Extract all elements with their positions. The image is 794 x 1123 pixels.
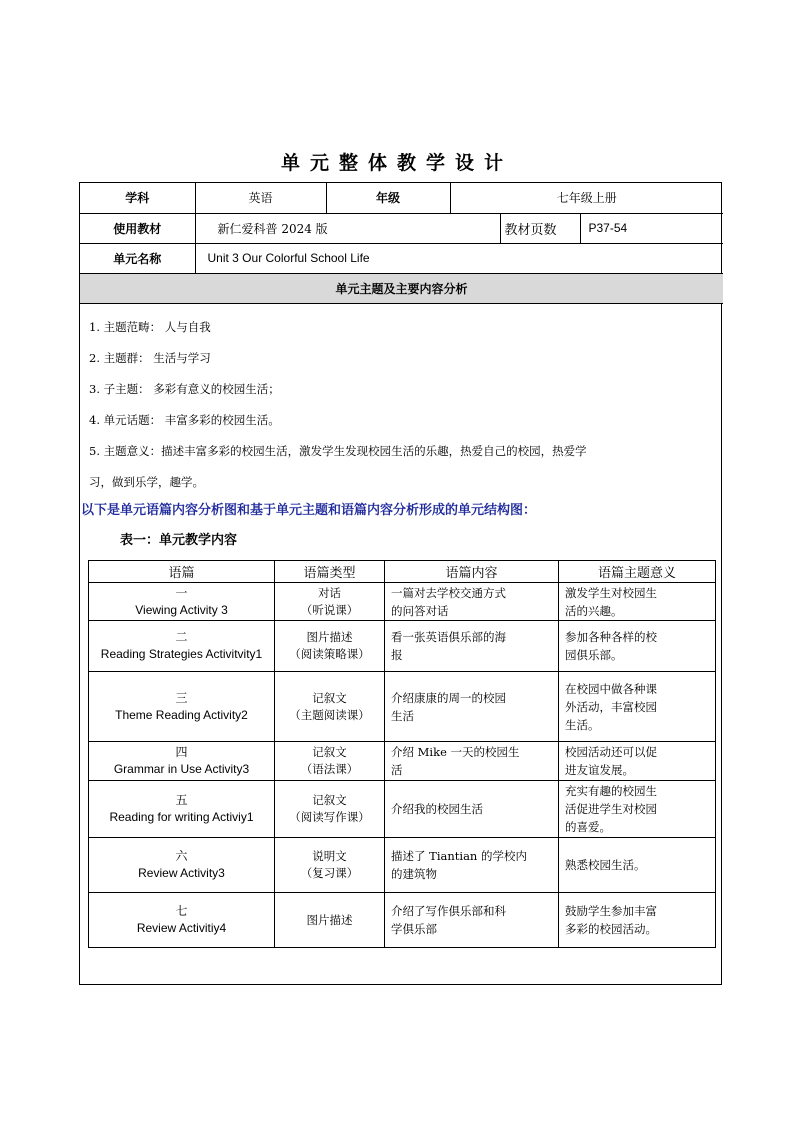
table-row	[89, 672, 716, 742]
passage-type: 记叙文	[312, 690, 347, 705]
content-line: 活	[391, 763, 403, 777]
passage-type: 记叙文	[312, 745, 347, 759]
meaning-line: 进友谊发展。	[565, 763, 634, 777]
content-line: 报	[391, 648, 403, 662]
passage-cell	[89, 781, 275, 838]
passage-name: Grammar in Use Activity3	[113, 762, 250, 776]
passage-name: Reading for writing Activiy1	[109, 810, 254, 824]
lesson-type: （复习课）	[300, 866, 359, 880]
passage-number: 二	[175, 630, 188, 644]
content-line: 介绍 Mike 一天的校园生	[391, 745, 520, 759]
design-form	[79, 182, 722, 985]
pages-label: 教材页数	[500, 213, 580, 243]
content-cell	[385, 672, 559, 742]
point-item: 3. 子主题： 多彩有意义的校园生活；	[89, 381, 280, 396]
type-cell	[275, 742, 385, 781]
subject-label: 学科	[80, 183, 195, 213]
table1-title: 表一：单元教学内容	[120, 532, 238, 548]
passage-number: 一	[175, 585, 188, 600]
content-line: 的问答对话	[391, 603, 449, 618]
type-cell	[275, 781, 385, 838]
meaning-cell	[559, 621, 716, 672]
meaning-line: 外活动，丰富校园	[565, 699, 657, 714]
content-line: 介绍我的校园生活	[391, 802, 483, 816]
meaning-line: 校园活动还可以促	[565, 745, 657, 759]
textbook-value: 新仁爱科普 2024 版	[195, 213, 500, 243]
table-row	[89, 781, 716, 838]
passage-name: Review Activitiy4	[136, 921, 227, 935]
passage-name: Review Activity3	[138, 866, 225, 880]
passage-name: Reading Strategies Activitvity1	[100, 647, 263, 661]
passage-type: 说明文	[312, 849, 347, 863]
point-item: 习，做到乐学，趣学。	[89, 474, 204, 489]
content-line: 介绍了写作俱乐部和科	[391, 904, 506, 918]
passage-type: 记叙文	[312, 793, 347, 807]
point-item: 1. 主题范畴： 人与自我	[89, 319, 211, 334]
table-row	[89, 621, 716, 672]
point-item: 2. 主题群： 生活与学习	[89, 350, 211, 365]
content-cell	[385, 621, 559, 672]
header-cell: 语篇内容	[385, 561, 559, 583]
passage-name: Theme Reading Activity2	[115, 707, 248, 722]
meaning-line: 活的兴趣。	[565, 603, 623, 618]
content-cell	[385, 893, 559, 948]
passage-number: 七	[175, 904, 188, 918]
meaning-line: 园俱乐部。	[565, 648, 623, 662]
meaning-line: 多彩的校园活动。	[565, 922, 657, 936]
type-cell	[275, 672, 385, 742]
lesson-type: （听说课）	[300, 602, 359, 617]
grade-value: 七年级上册	[450, 183, 723, 213]
intro-text: 以下是单元语篇内容分析图和基于单元主题和语篇内容分析形成的单元结构图：	[81, 502, 537, 518]
meaning-cell	[559, 583, 716, 621]
grade-label: 年级	[326, 183, 450, 213]
info-row-textbook	[80, 213, 723, 243]
meaning-cell	[559, 672, 716, 742]
passage-type: 对话	[318, 585, 341, 600]
header-cell: 语篇	[89, 561, 275, 583]
section-heading-row	[80, 273, 723, 303]
content-line: 一篇对去学校交通方式	[391, 585, 506, 600]
meaning-line: 的喜爱。	[565, 820, 611, 834]
content-cell	[385, 838, 559, 893]
point-item: 5. 主题意义：描述丰富多彩的校园生活，激发学生发现校园生活的乐趣，热爱自己的校园，热爱学	[89, 443, 587, 458]
subject-value: 英语	[195, 183, 326, 213]
theme-points	[80, 304, 721, 498]
unit-label: 单元名称	[80, 243, 195, 273]
passage-cell	[89, 742, 275, 781]
passage-name: Viewing Activity 3	[135, 602, 228, 617]
meaning-line: 参加各种各样的校	[565, 630, 657, 644]
info-row-unit	[80, 243, 723, 273]
header-cell: 语篇类型	[275, 561, 385, 583]
type-cell	[275, 583, 385, 621]
type-cell	[275, 838, 385, 893]
textbook-label: 使用教材	[80, 213, 195, 243]
table-row	[89, 893, 716, 948]
info-row-subject	[80, 183, 723, 213]
meaning-line: 激发学生对校园生	[565, 585, 657, 600]
meaning-line: 鼓励学生参加丰富	[565, 904, 657, 918]
type-cell	[275, 621, 385, 672]
lesson-type: （语法课）	[300, 762, 359, 776]
content-line: 看一张英语俱乐部的海	[391, 630, 506, 644]
type-cell	[275, 893, 385, 948]
meaning-cell	[559, 742, 716, 781]
passage-cell	[89, 893, 275, 948]
meaning-line: 充实有趣的校园生	[565, 784, 657, 798]
passage-cell	[89, 838, 275, 893]
table-row	[89, 583, 716, 621]
passage-cell	[89, 621, 275, 672]
passage-number: 四	[175, 745, 188, 759]
content-line: 学俱乐部	[391, 922, 437, 936]
passage-cell	[89, 583, 275, 621]
meaning-cell	[559, 781, 716, 838]
passage-cell	[89, 672, 275, 742]
content-line: 描述了 Tiantian 的学校内	[391, 849, 527, 863]
content-table	[88, 560, 716, 948]
table-row	[89, 838, 716, 893]
passage-number: 六	[175, 849, 188, 863]
lesson-type: （主题阅读课）	[289, 707, 370, 722]
point-item: 4. 单元话题： 丰富多彩的校园生活。	[89, 412, 280, 427]
lesson-type: （阅读策略课）	[289, 647, 370, 661]
content-table-header	[89, 561, 716, 583]
content-line: 的建筑物	[391, 867, 437, 881]
passage-number: 五	[175, 793, 188, 807]
passage-type: 图片描述	[306, 630, 353, 644]
unit-value: Unit 3 Our Colorful School Life	[195, 243, 723, 273]
meaning-line: 在校园中做各种课	[565, 681, 657, 696]
section-heading: 单元主题及主要内容分析	[80, 273, 723, 303]
meaning-line: 熟悉校园生活。	[565, 858, 646, 872]
content-line: 生活	[391, 708, 414, 723]
info-table	[80, 183, 723, 304]
meaning-cell	[559, 893, 716, 948]
passage-number: 三	[175, 690, 188, 705]
content-line: 介绍康康的周一的校园	[391, 690, 506, 705]
passage-type: 图片描述	[306, 912, 353, 927]
meaning-cell	[559, 838, 716, 893]
lesson-type: （阅读写作课）	[289, 810, 370, 824]
pages-value: P37-54	[580, 213, 723, 243]
meaning-line: 生活。	[565, 717, 600, 732]
document-title: 单元整体教学设计	[280, 152, 513, 174]
content-cell	[385, 583, 559, 621]
header-cell: 语篇主题意义	[559, 561, 716, 583]
meaning-line: 活促进学生对校园	[565, 802, 657, 816]
table-row	[89, 742, 716, 781]
content-cell	[385, 781, 559, 838]
content-cell	[385, 742, 559, 781]
